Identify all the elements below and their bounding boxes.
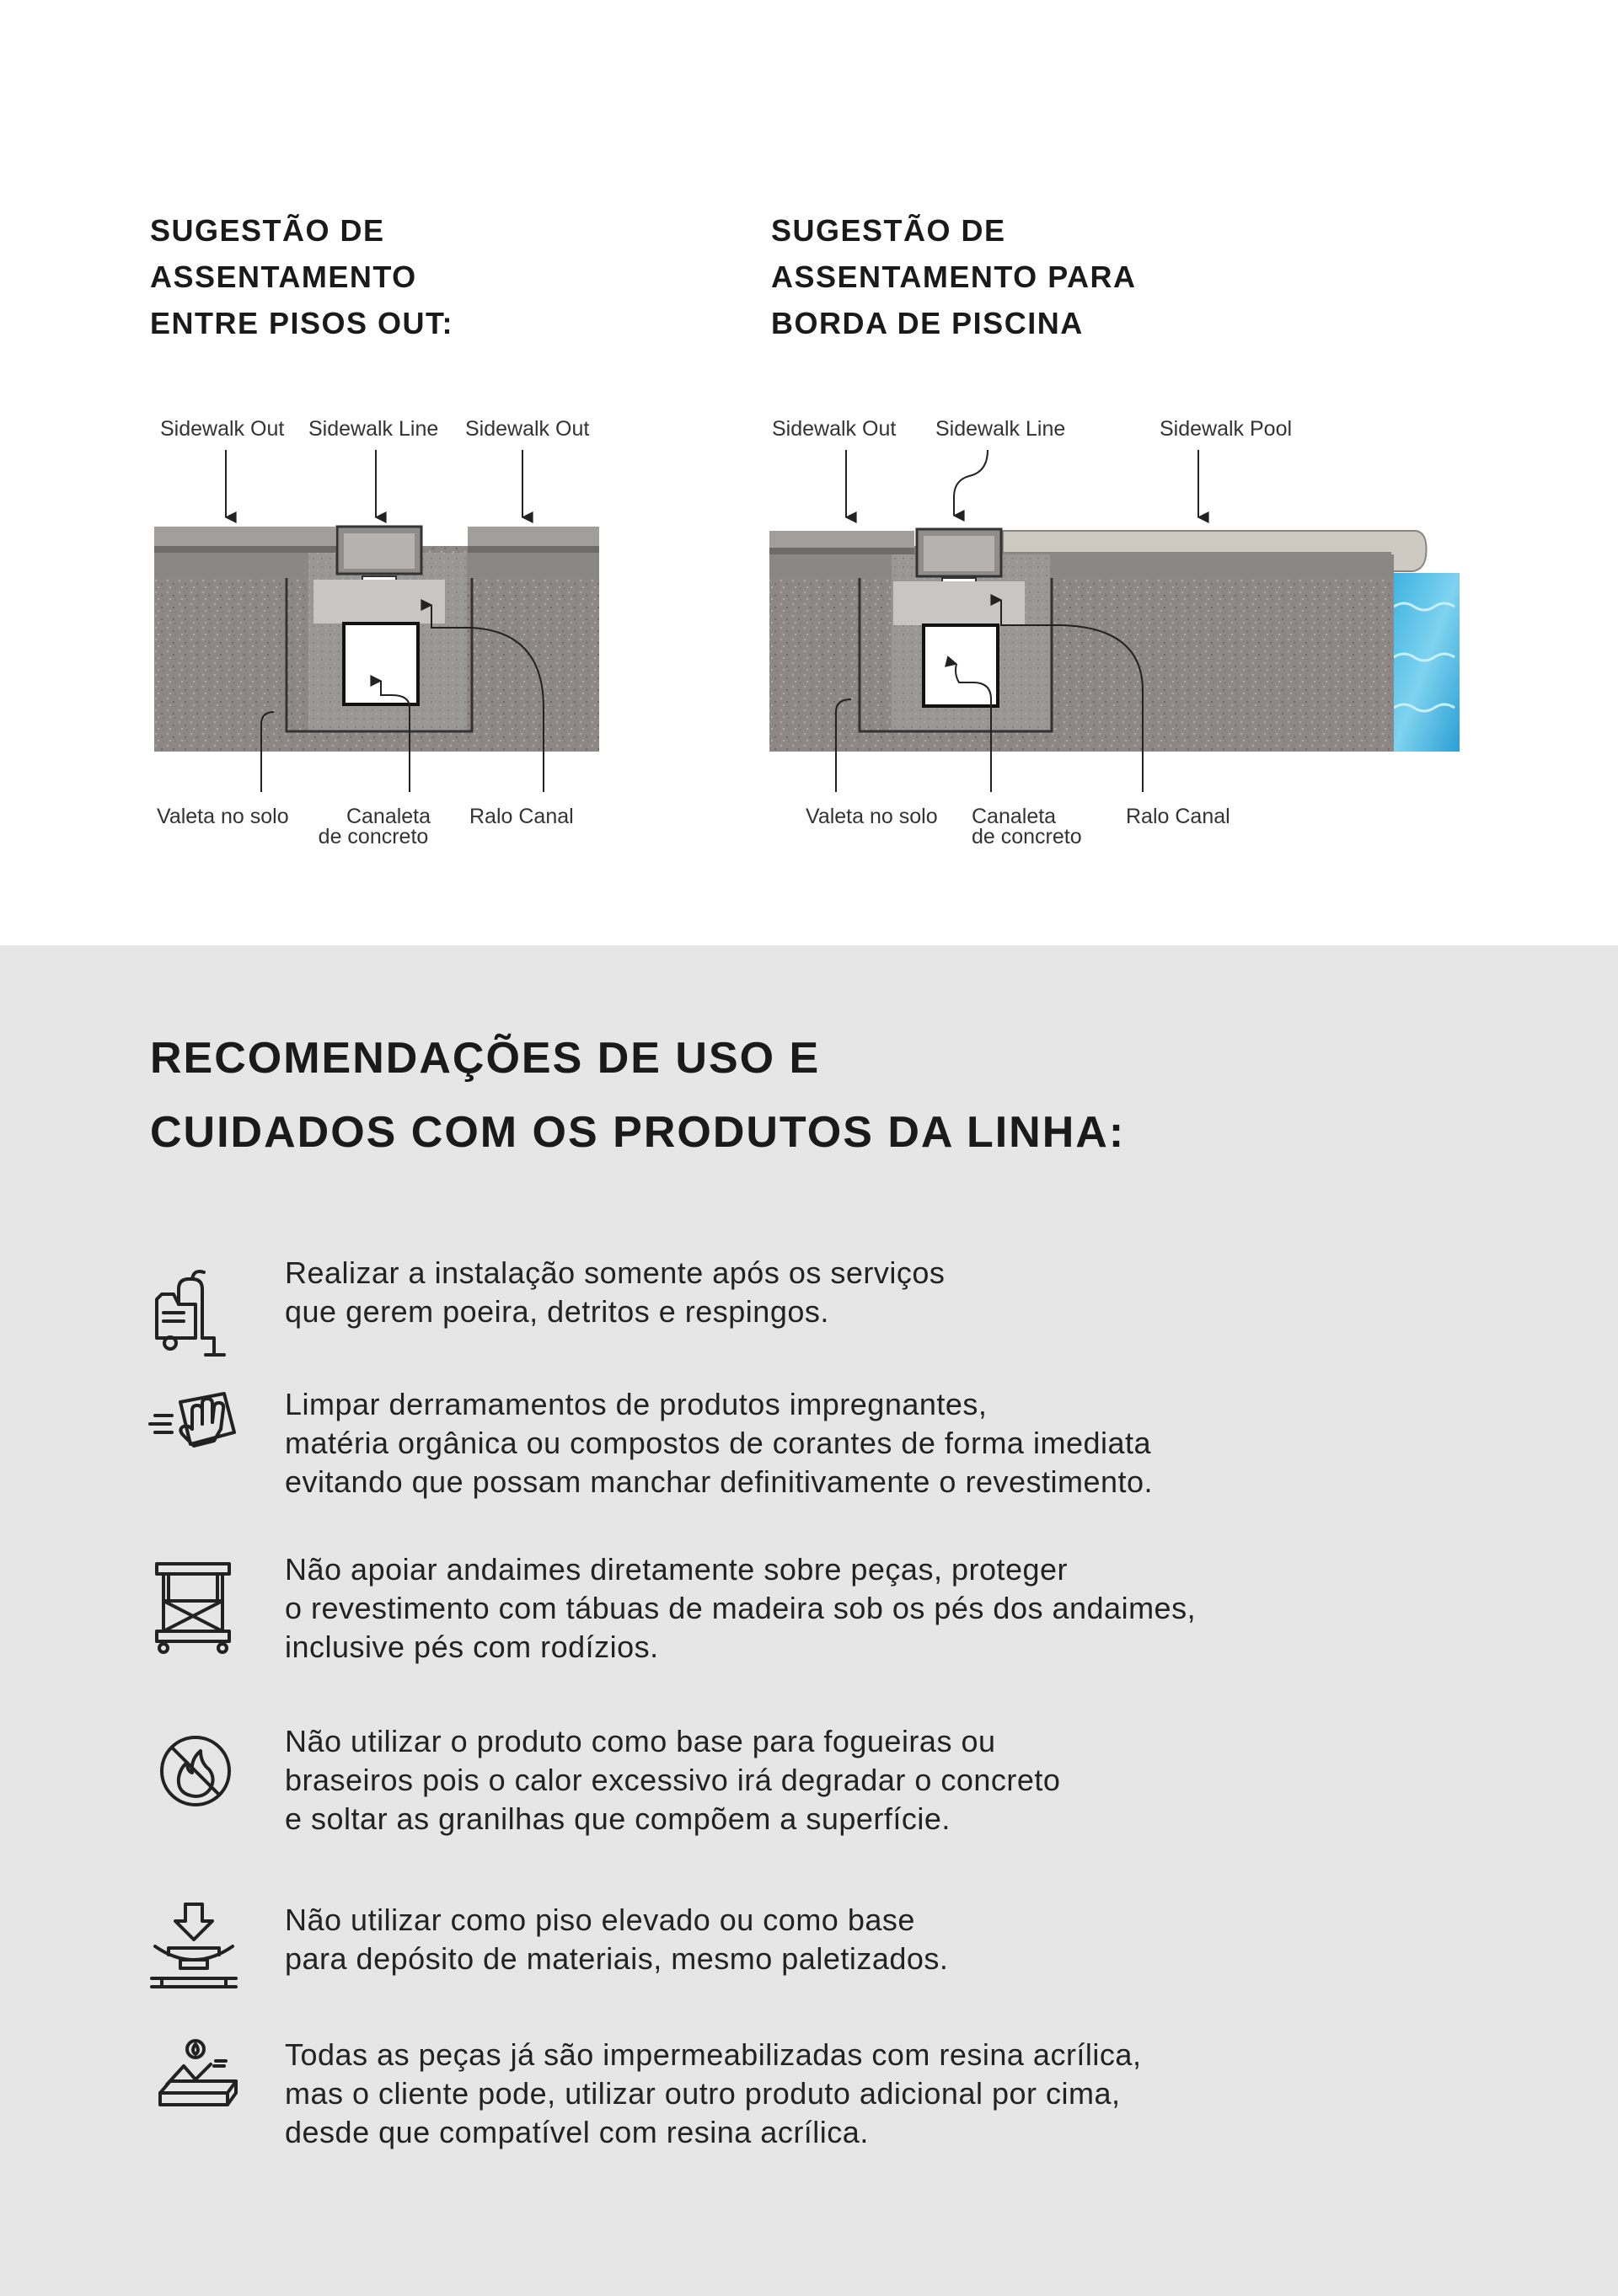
label-ralo-canal: Ralo Canal [1126,805,1230,828]
label-sidewalk-out: Sidewalk Out [772,417,897,441]
recommendation-line: Não utilizar o produto como base para fogueiras ou [285,1724,996,1758]
recommendation-line: Limpar derramamentos de produtos impregnantes, [285,1387,988,1421]
label-de-concreto: de concreto [972,825,1082,848]
recommendations-title-line: RECOMENDAÇÕES DE USO E [150,1034,821,1083]
load-weight-icon [143,1897,253,2007]
left-installation-diagram [0,0,758,885]
recommendation-text [285,1901,948,1978]
no-fire-icon [143,1719,253,1828]
recommendation-line: desde que compatível com resina acrílica. [285,2115,869,2149]
left-title-line: ASSENTAMENTO [150,260,417,294]
recommendation-line: evitando que possam manchar definitivamente o revestimento. [285,1464,1154,1499]
recommendation-line: Não apoiar andaimes diretamente sobre peças, proteger [285,1552,1069,1587]
label-valeta-no-solo: Valeta no solo [157,805,289,828]
recommendation-line: para depósito de materiais, mesmo paletizados. [285,1941,949,1976]
recommendation-line: e soltar as granilhas que compõem a superfície. [285,1801,951,1836]
right-title-line: SUGESTÃO DE [771,213,1006,248]
recommendation-text [285,2036,1141,2152]
recommendation-line: inclusive pés com rodízios. [285,1630,659,1664]
recommendation-line: que gerem poeira, detritos e respingos. [285,1294,829,1329]
label-de-concreto: de concreto [318,825,429,848]
recommendation-text [285,1722,1060,1838]
label-canaleta: Canaleta [346,805,431,828]
recommendation-text [285,1385,1153,1501]
recommendation-line: Não utilizar como piso elevado ou como base [285,1903,915,1937]
right-title-line: ASSENTAMENTO PARA [771,260,1137,294]
scaffold-icon [143,1554,253,1663]
label-sidewalk-line: Sidewalk Line [935,417,1066,441]
recommendation-line: braseiros pois o calor excessivo irá degradar o concreto [285,1763,1061,1797]
recommendations-title-line: CUIDADOS COM OS PRODUTOS DA LINHA: [150,1108,1126,1157]
recommendation-text [285,1254,945,1331]
label-ralo-canal: Ralo Canal [469,805,574,828]
recommendation-line: matéria orgânica ou compostos de corantes de forma imediata [285,1426,1152,1460]
recommendation-line: Todas as peças já são impermeabilizadas com resina acrílica, [285,2037,1142,2072]
left-title-line: ENTRE PISOS OUT: [150,306,454,340]
label-sidewalk-out: Sidewalk Out [160,417,285,441]
label-valeta-no-solo: Valeta no solo [806,805,938,828]
label-sidewalk-line: Sidewalk Line [308,417,439,441]
right-installation-diagram [758,0,1618,885]
label-canaleta: Canaleta [972,805,1057,828]
waterproof-icon [143,2032,253,2142]
label-sidewalk-out: Sidewalk Out [465,417,590,441]
cleaning-hand-icon [143,1378,253,1488]
diagrams-section [0,0,1618,945]
recommendation-text [285,1550,1196,1667]
label-sidewalk-pool: Sidewalk Pool [1160,417,1293,441]
recommendations-title [150,1021,1125,1169]
left-title-line: SUGESTÃO DE [150,213,385,248]
recommendation-line: mas o cliente pode, utilizar outro produto adicional por cima, [285,2076,1121,2111]
recommendation-line: o revestimento com tábuas de madeira sob os pés dos andaimes, [285,1591,1197,1625]
right-title-line: BORDA DE PISCINA [771,306,1084,340]
recommendation-line: Realizar a instalação somente após os serviços [285,1255,946,1290]
vacuum-cleaner-icon [143,1254,253,1363]
